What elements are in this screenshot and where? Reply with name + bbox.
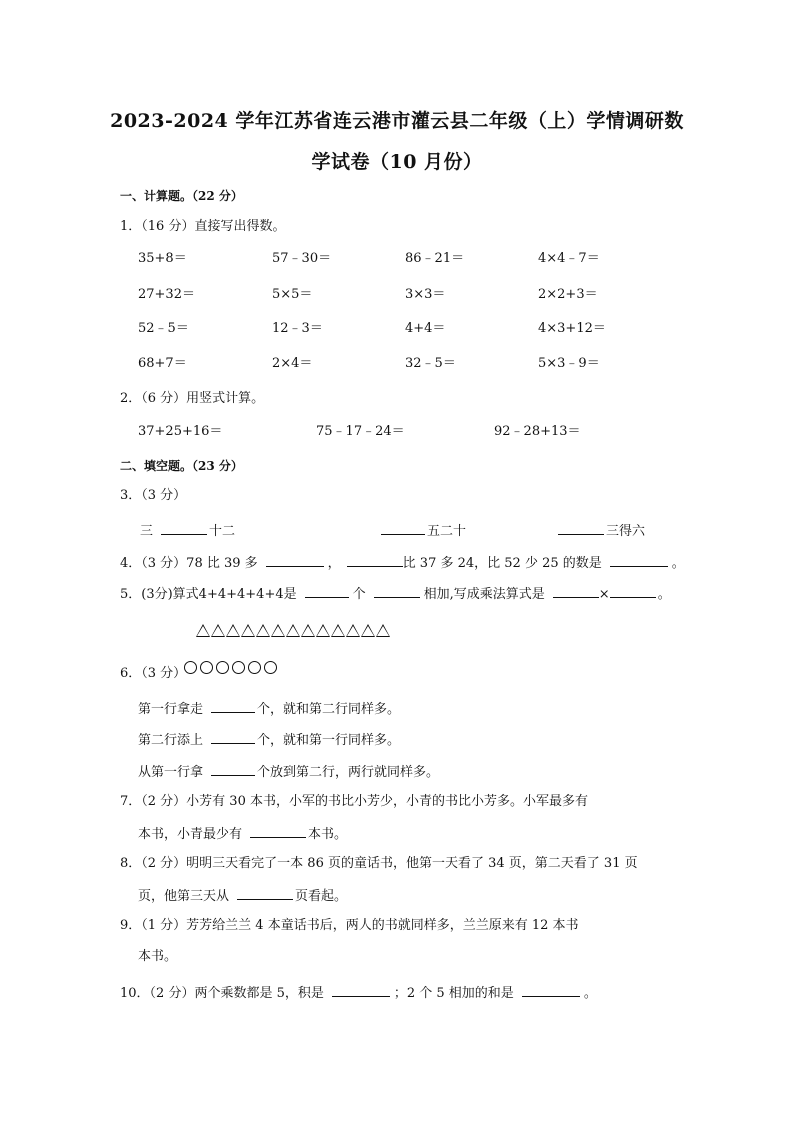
text: 。 <box>583 986 597 1001</box>
question-5 <box>120 584 671 604</box>
text: 。 <box>657 587 671 602</box>
text: 4．（3 分）78 比 39 多 <box>120 556 258 571</box>
section-heading-calculation: 一、计算题。（22 分） <box>120 189 243 203</box>
circle-shape <box>216 661 229 674</box>
calc-item: 86﹣21＝ <box>405 251 465 266</box>
triangle-row <box>196 624 390 637</box>
text: 三得六 <box>606 524 646 539</box>
text: 三 <box>140 524 154 539</box>
calc-item: 4+4＝ <box>405 321 446 336</box>
text: 个放到第二行，两行就同样多。 <box>257 765 440 780</box>
circle-row <box>184 661 277 674</box>
question-2-label: 2．（6 分）用竖式计算。 <box>120 391 265 406</box>
answer-blank[interactable] <box>250 824 306 838</box>
text: 比 37 多 24，比 52 少 25 的数是 <box>402 556 602 571</box>
triangle-shape <box>331 624 345 637</box>
vertical-calc-item: 92﹣28+13＝ <box>494 424 581 439</box>
answer-blank[interactable] <box>305 584 349 598</box>
calc-item: 35+8＝ <box>138 251 187 266</box>
text: 10．（2 分）两个乘数都是 5，积是 <box>120 986 324 1001</box>
circle-shape <box>232 661 245 674</box>
question-3-item-c <box>558 521 645 541</box>
triangle-shape <box>346 624 360 637</box>
answer-blank[interactable] <box>553 584 599 598</box>
text: 第一行拿走 <box>138 702 204 717</box>
text: 十二 <box>209 524 236 539</box>
triangle-shape <box>316 624 330 637</box>
text: ；2 个 5 相加的和是 <box>393 986 514 1001</box>
text: 个，就和第二行同样多。 <box>257 702 401 717</box>
calc-item: 27+32＝ <box>138 287 195 302</box>
question-6-label: 6．（3 分） <box>120 666 187 681</box>
calc-item: 32﹣5＝ <box>405 356 456 371</box>
question-7-line-1: 7．（2 分）小芳有 30 本书，小军的书比小芳少，小青的书比小芳多。小军最多有 <box>120 794 588 809</box>
circle-shape <box>248 661 261 674</box>
text: 页，他第三天从 <box>138 889 230 904</box>
triangle-shape <box>256 624 270 637</box>
vertical-calc-item: 37+25+16＝ <box>138 424 223 439</box>
answer-blank[interactable] <box>374 584 420 598</box>
circle-shape <box>200 661 213 674</box>
triangle-shape <box>376 624 390 637</box>
calc-item: 52﹣5＝ <box>138 321 189 336</box>
question-8-line-1: 8．（2 分）明明三天看完了一本 86 页的童话书，他第一天看了 34 页，第二天看了 31 页 <box>120 856 638 871</box>
question-4 <box>120 553 685 573</box>
text: 个，就和第一行同样多。 <box>257 733 401 748</box>
triangle-shape <box>226 624 240 637</box>
calc-item: 4×3+12＝ <box>538 321 606 336</box>
text: 个 <box>352 587 366 602</box>
answer-blank[interactable] <box>347 553 403 567</box>
page-title: 2023-2024 学年江苏省连云港市灌云县二年级（上）学情调研数 <box>110 110 684 132</box>
question-3-label: 3．（3 分） <box>120 488 187 503</box>
calc-item: 68+7＝ <box>138 356 187 371</box>
answer-blank[interactable] <box>161 521 207 535</box>
calc-item: 2×2+3＝ <box>538 287 598 302</box>
question-1-label: 1．（16 分）直接写出得数。 <box>120 219 286 234</box>
answer-blank[interactable] <box>522 983 580 997</box>
text: 从第一行拿 <box>138 765 204 780</box>
text: ， <box>327 556 341 571</box>
calc-item: 3×3＝ <box>405 287 446 302</box>
text: 本书。 <box>308 827 348 842</box>
question-7-line-2 <box>138 824 347 844</box>
text: 页看起。 <box>295 889 348 904</box>
answer-blank[interactable] <box>558 521 604 535</box>
page-title-continued: 学试卷（10 月份） <box>311 151 483 173</box>
answer-blank[interactable] <box>237 886 293 900</box>
answer-blank[interactable] <box>381 521 425 535</box>
question-3-item-b <box>381 521 466 541</box>
question-6-line-3 <box>138 762 439 782</box>
answer-blank[interactable] <box>266 553 324 567</box>
triangle-shape <box>211 624 225 637</box>
calc-item: 5×3﹣9＝ <box>538 356 600 371</box>
question-9-line-1: 9．（1 分）芳芳给兰兰 4 本童话书后，两人的书就同样多，兰兰原来有 12 本书 <box>120 918 579 933</box>
calc-item: 12﹣3＝ <box>272 321 323 336</box>
triangle-shape <box>196 624 210 637</box>
circle-shape <box>264 661 277 674</box>
triangle-shape <box>301 624 315 637</box>
calc-item: 57﹣30＝ <box>272 251 332 266</box>
question-6-line-1 <box>138 699 400 719</box>
text: 五二十 <box>427 524 467 539</box>
answer-blank[interactable] <box>211 730 255 744</box>
answer-blank[interactable] <box>211 699 255 713</box>
text: 。 <box>671 556 685 571</box>
calc-item: 2×4＝ <box>272 356 313 371</box>
circle-shape <box>184 661 197 674</box>
question-9-line-2: 本书。 <box>138 949 178 964</box>
answer-blank[interactable] <box>211 762 255 776</box>
triangle-shape <box>271 624 285 637</box>
calc-item: 4×4﹣7＝ <box>538 251 600 266</box>
text: 5．(3分)算式4+4+4+4+4是 <box>120 587 297 602</box>
answer-blank[interactable] <box>610 584 656 598</box>
triangle-shape <box>361 624 375 637</box>
text: × <box>598 587 610 602</box>
text: 第二行添上 <box>138 733 204 748</box>
question-10 <box>120 983 597 1003</box>
calc-item: 5×5＝ <box>272 287 313 302</box>
question-3-item-a <box>140 521 235 541</box>
question-6-line-2 <box>138 730 400 750</box>
text: 相加,写成乘法算式是 <box>423 587 545 602</box>
answer-blank[interactable] <box>332 983 390 997</box>
answer-blank[interactable] <box>610 553 668 567</box>
question-8-line-2 <box>138 886 347 906</box>
triangle-shape <box>286 624 300 637</box>
triangle-shape <box>241 624 255 637</box>
vertical-calc-item: 75﹣17﹣24＝ <box>316 424 405 439</box>
text: 本书，小青最少有 <box>138 827 243 842</box>
section-heading-fill-blank: 二、填空题。（23 分） <box>120 459 243 473</box>
